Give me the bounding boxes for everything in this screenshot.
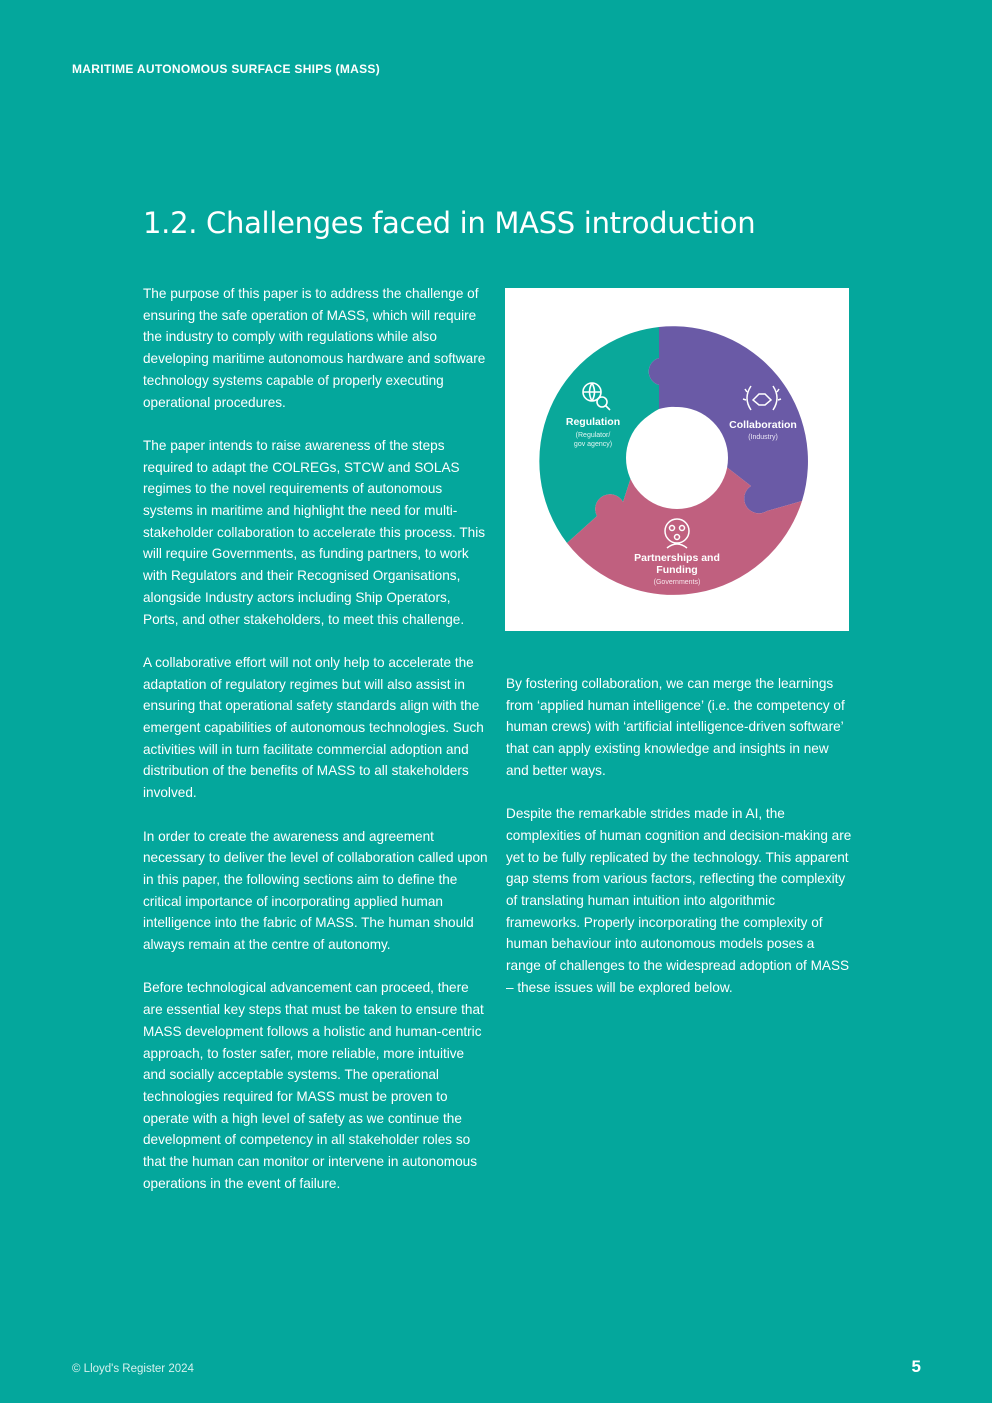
regulation-sublabel: (Regulator/ [575,432,611,439]
partnerships-label: Funding [656,564,698,576]
right-column [506,673,852,1020]
paragraph: The paper intends to raise awareness of the steps required to adapt the COLREGs, STCW and SOLAS regimes to the novel requirements of autonomous systems in maritime and highlight the need for multi-stakeholder collaboration to accelerate this process. This will require Governments, as funding partners, to work with Regulators and their Recognised Organisations, alongside Industry actors including Ship Operators, Ports, and other stakeholders, to meet this challenge. [143,437,486,627]
left-column [143,283,489,1216]
partnerships-sublabel: (Governments) [653,579,701,586]
collaboration-sublabel: (Industry) [748,434,778,441]
partnerships-label: Partnerships and [634,552,720,564]
page-number: 5 [911,1357,921,1376]
regulation-label: Regulation [565,416,621,428]
paragraph: The purpose of this paper is to address the challenge of ensuring the safe operation of MASS, which will require the industry to comply with regulations while also developing maritime autonomous hardware and software technology systems capable of properly executing operational procedures. [143,286,486,410]
running-header: MARITIME AUTONOMOUS SURFACE SHIPS (MASS) [72,62,381,76]
stakeholder-puzzle-diagram [505,288,849,631]
footer-copyright: © Lloyd's Register 2024 [72,1363,194,1375]
paragraph: Before technological advancement can proceed, there are essential key steps that must be taken to ensure that MASS development follows a holistic and human-centric approach, to foster safer, more reliable, more intuitive and socially acceptable systems. The operational technologies required for MASS must be proven to operate with a high level of safety as we continue the development of competency in all stakeholder roles so that the human can monitor or intervene in autonomous operations in the event of failure. [143,980,484,1191]
section-title: 1.2. Challenges faced in MASS introduction [143,206,756,240]
paragraph: A collaborative effort will not only help to accelerate the adaptation of regulatory regimes but will also assist in ensuring that operational safety standards align with the emergent capabilities of autonomous technologies. Such activities will in turn facilitate commercial adoption and distribution of the benefits of MASS to all stakeholders involved. [143,654,484,801]
regulation-sublabel: gov agency) [573,441,613,448]
paragraph: In order to create the awareness and agreement necessary to deliver the level of collaboration called upon in this paper, the following sections aim to define the critical importance of incorporating applied human intelligence into the fabric of MASS. The human should always remain at the centre of autonomy. [143,828,488,953]
paragraph: Despite the remarkable strides made in AI, the complexities of human cognition and decision-making are yet to be fully replicated by the technology. This apparent gap stems from various factors, reflecting the complexity of translating human intuition into algorithmic frameworks. Properly incorporating the complexity of human behaviour into autonomous models poses a range of challenges to the widespread adoption of MASS – these issues will be explored below. [506,806,852,995]
collaboration-label: Collaboration [729,419,797,431]
paragraph: By fostering collaboration, we can merge the learnings from ‘applied human intelligence’ (i.e. the competency of human crews) with ‘artificial intelligence-driven software’ that can apply existing knowledge and insights in new and better ways. [506,676,845,778]
